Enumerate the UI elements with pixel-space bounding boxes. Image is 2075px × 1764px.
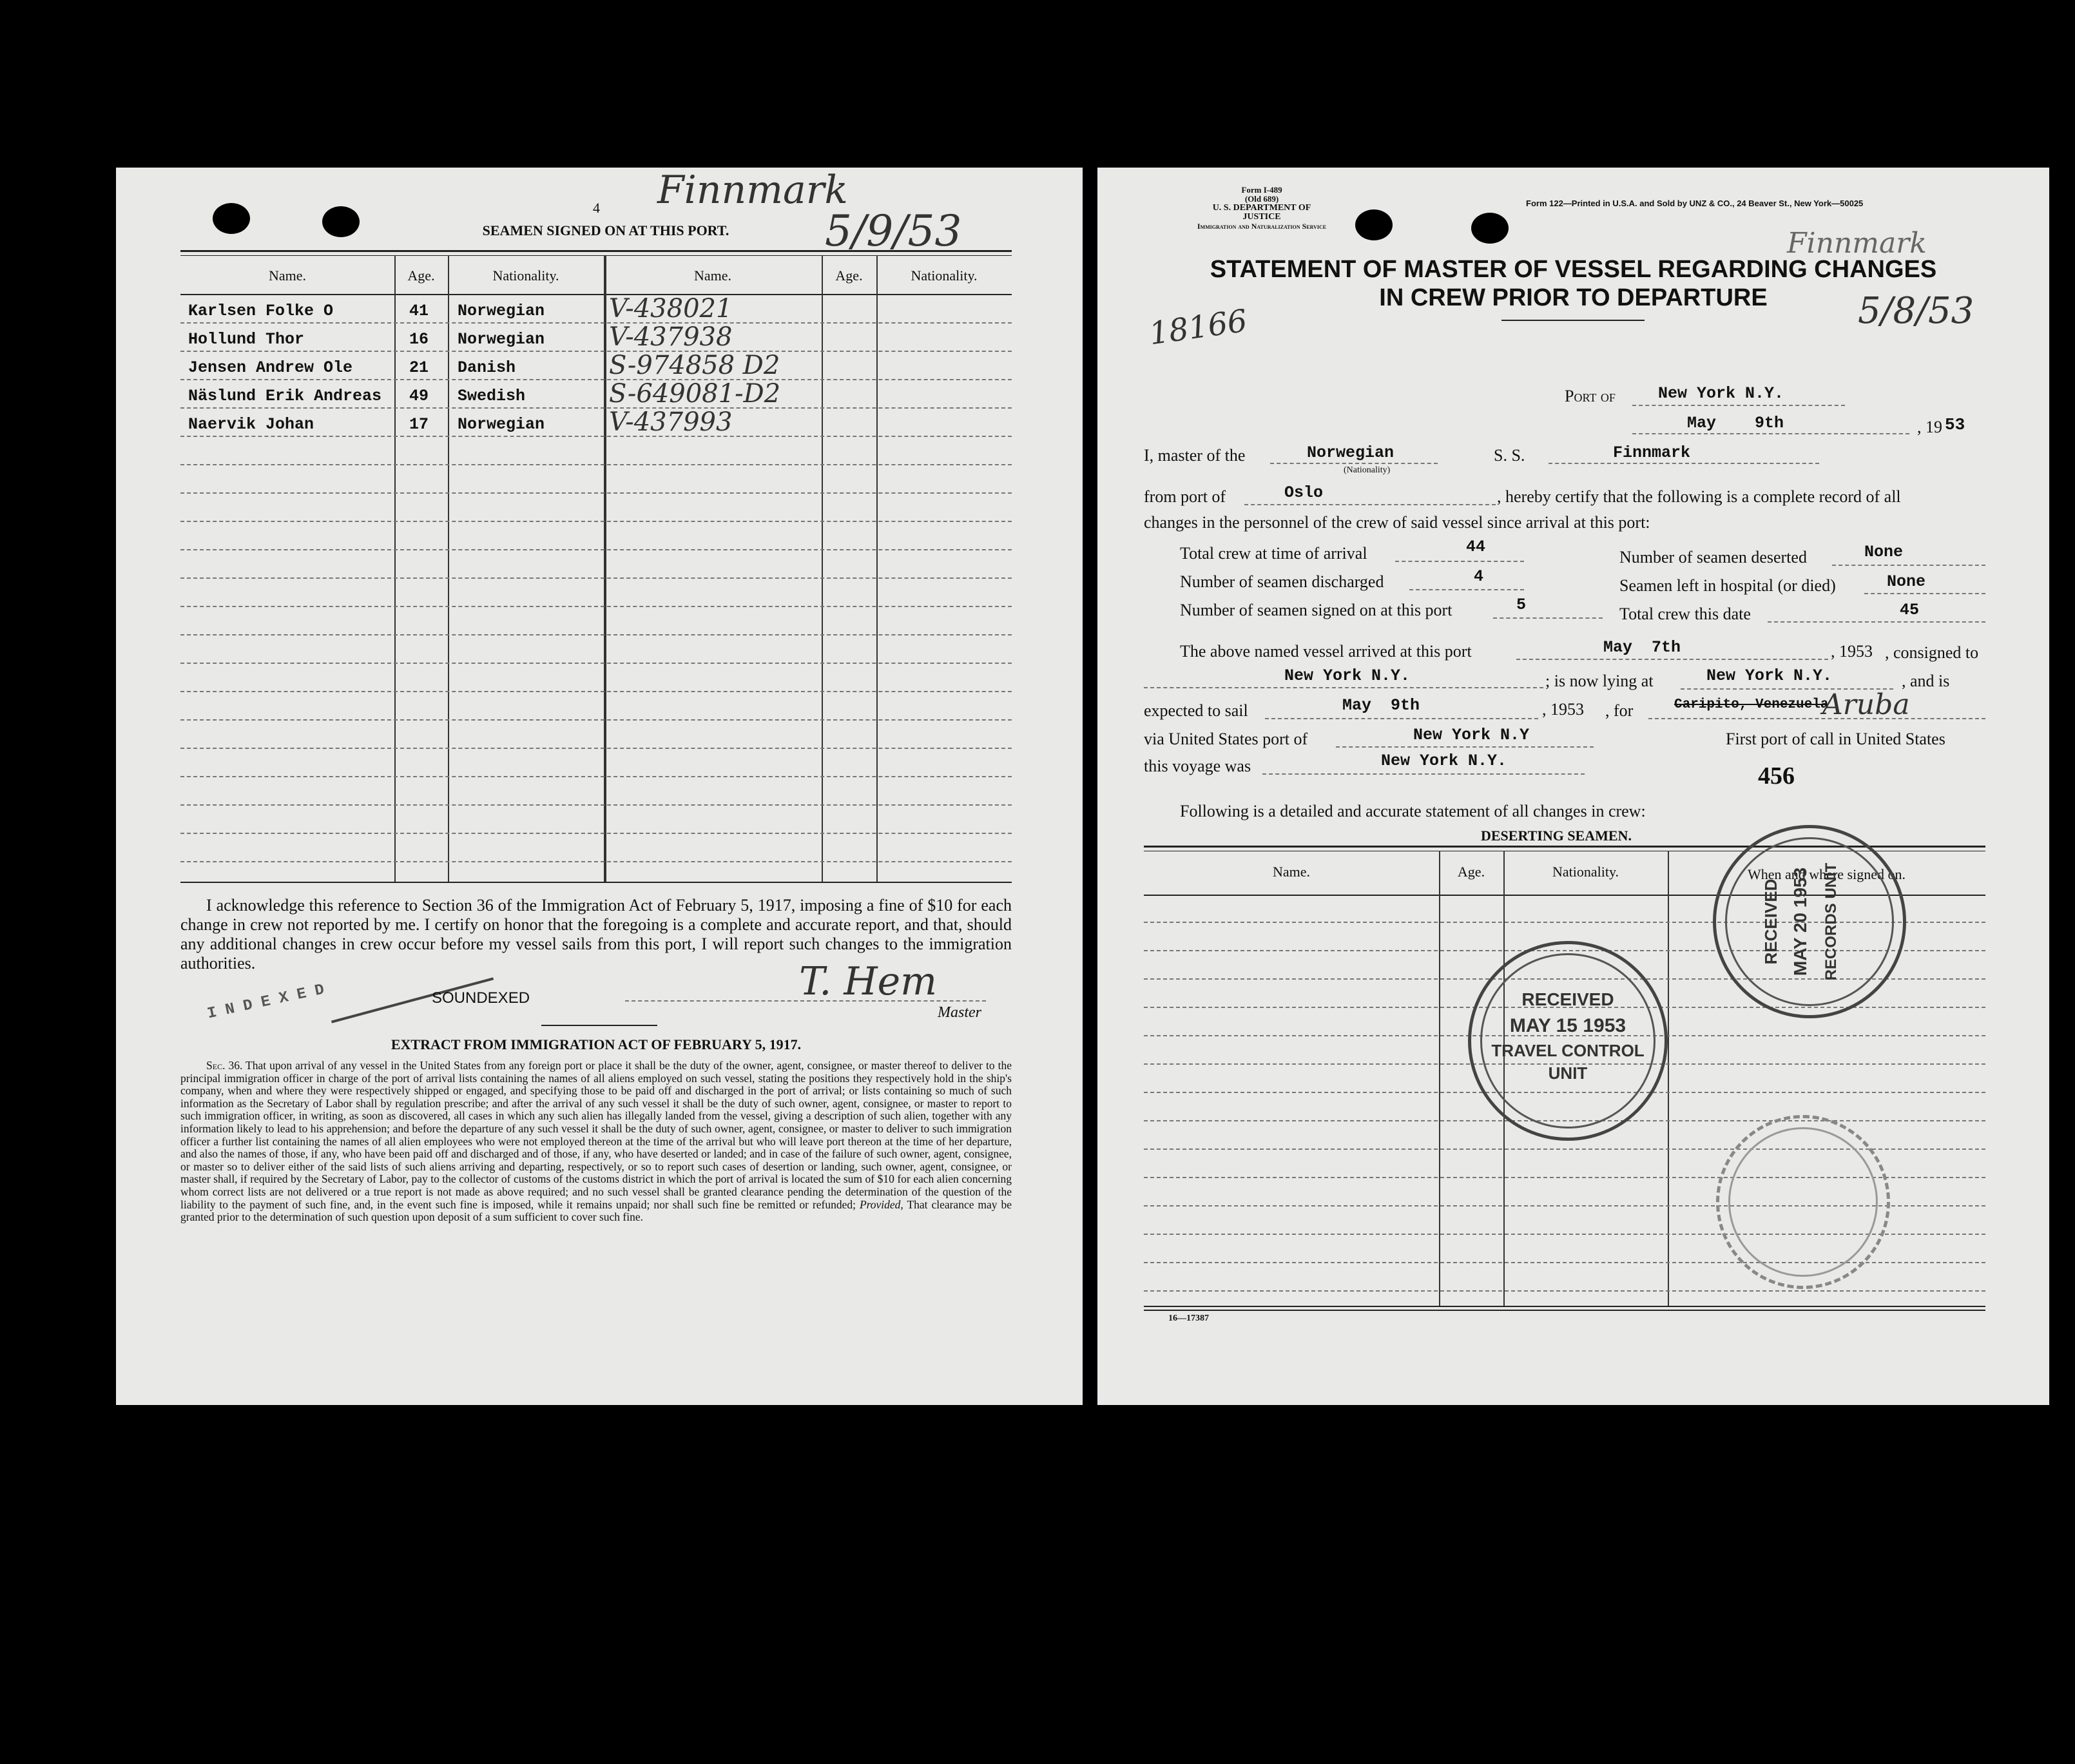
row-rule <box>180 322 1012 324</box>
via-label: via United States port of <box>1144 730 1308 748</box>
for-label: , for <box>1605 701 1634 720</box>
row-rule <box>180 379 1012 380</box>
deserted-label: Number of seamen deserted <box>1619 548 1807 567</box>
indexed-stamp: INDEXED <box>206 979 335 1023</box>
title-underline <box>1501 320 1645 321</box>
signed-on-value: 5 <box>1516 596 1527 614</box>
expected-year: , 1953 <box>1542 700 1584 719</box>
expected-value: May 9th <box>1342 696 1420 715</box>
signed-on-heading: SEAMEN SIGNED ON AT THIS PORT. <box>482 222 729 238</box>
seaman-age: 21 <box>409 358 429 377</box>
total-date-label: Total crew this date <box>1619 605 1751 623</box>
master-label: Master <box>938 1004 981 1021</box>
row-rule <box>180 833 1012 834</box>
section-36-text <box>180 1060 1012 1224</box>
row-rule <box>180 521 1012 522</box>
fill-line <box>1262 773 1585 775</box>
row-rule <box>180 464 1012 465</box>
handwritten-document-number: S-974858 D2 <box>609 351 780 380</box>
column-header-age: Age. <box>835 267 863 284</box>
row-rule <box>180 804 1012 806</box>
handwritten-ship-name: Finnmark <box>1787 227 1927 260</box>
row-rule <box>180 634 1012 635</box>
received-records-unit-stamp <box>1713 825 1906 1018</box>
signed-on-label: Number of seamen signed on at this port <box>1180 601 1452 619</box>
total-arrival-value: 44 <box>1466 538 1486 556</box>
table-bottom-rule <box>1144 1310 1985 1311</box>
lying-label: ; is now lying at <box>1545 672 1654 690</box>
service: Immigration and Naturalization Service <box>1197 222 1327 231</box>
column-header-nationality: Nationality. <box>911 267 978 284</box>
row-rule <box>180 663 1012 664</box>
handwritten-date: 5/8/53 <box>1858 290 1974 332</box>
form-footer-number: 16—17387 <box>1168 1313 1209 1323</box>
seaman-name: Karlsen Folke O <box>188 302 334 320</box>
stamp-line: MAY 20 1953 <box>1790 867 1810 976</box>
discharged-label: Number of seamen discharged <box>1180 572 1384 591</box>
form-number: Form I-489 <box>1241 185 1282 195</box>
extract-title: EXTRACT FROM IMMIGRATION ACT OF FEBRUARY 5, 1917. <box>391 1036 802 1052</box>
row-rule <box>180 691 1012 692</box>
seaman-nationality: Norwegian <box>458 415 545 434</box>
fill-line <box>1144 687 1543 688</box>
punch-hole <box>213 203 250 234</box>
fill-line <box>1395 561 1524 562</box>
fill-line <box>1549 463 1819 464</box>
right-page <box>1097 168 2049 1405</box>
row-rule <box>180 436 1012 437</box>
voyage-label: this voyage was <box>1144 757 1251 775</box>
table-top-rule <box>180 255 1012 256</box>
master-signature: T. Hem <box>799 959 938 1004</box>
seaman-name: Jensen Andrew Ole <box>188 358 353 377</box>
fill-line <box>1516 659 1828 660</box>
received-travel-control-stamp <box>1468 941 1668 1141</box>
handwritten-document-number: V-437938 <box>609 322 733 352</box>
via-value: New York N.Y <box>1413 726 1530 744</box>
acknowledgment-text: I acknowledge this reference to Section 36 of the Immigration Act of February 5, 1917, imposing a fine of $10 for each change in crew not reported by me. I certify on honor that the foregoing is a complete and accurate report, and that, should any additional changes in crew occur before my vessel sails from this port, I will report such changes to the immigration authorities. <box>180 896 1012 973</box>
title-line-2: IN CREW PRIOR TO DEPARTURE <box>1379 284 1768 311</box>
destination-handwritten: Aruba <box>1822 688 1910 721</box>
fill-line <box>1493 617 1603 619</box>
punch-hole <box>322 206 360 237</box>
row-rule <box>1144 1290 1985 1292</box>
lying-value: New York N.Y. <box>1706 666 1833 685</box>
expected-label: expected to sail <box>1144 701 1248 720</box>
faded-stamp <box>1716 1115 1890 1289</box>
following-text: Following is a detailed and accurate statement of all changes in crew: <box>1180 802 1646 820</box>
and-is-label: , and is <box>1902 672 1950 690</box>
proviso-text: That clearance may be granted prior to the determination of such question upon deposit of a sum sufficient to cover such fine. <box>180 1197 1012 1224</box>
handwritten-document-number: S-649081-D2 <box>609 379 781 409</box>
row-rule <box>180 549 1012 550</box>
page-number: 4 <box>593 200 600 216</box>
punch-hole <box>1471 213 1509 244</box>
deserted-value: None <box>1864 543 1904 561</box>
column-divider <box>1439 851 1440 1306</box>
section-label: Sec. 36. <box>206 1059 243 1072</box>
proviso-word: Provided, <box>859 1197 903 1211</box>
ship-value: Finnmark <box>1613 443 1691 462</box>
column-divider <box>1668 851 1669 1306</box>
total-arrival-label: Total crew at time of arrival <box>1180 544 1367 563</box>
handwritten-ship-name: Finnmark <box>657 168 848 213</box>
stamp-line: RECEIVED <box>1761 878 1781 965</box>
total-date-value: 45 <box>1900 601 1920 619</box>
discharged-value: 4 <box>1474 567 1484 586</box>
handwritten-date: 5/9/53 <box>825 206 962 256</box>
first-port-label: First port of call in United States <box>1726 730 1945 748</box>
column-header-name: Name. <box>268 267 307 284</box>
number-456: 456 <box>1758 762 1795 790</box>
destination-struck: Caripito, Venezuela <box>1674 697 1829 712</box>
row-rule <box>180 748 1012 749</box>
consigned-value: New York N.Y. <box>1284 666 1411 685</box>
nationality-caption: (Nationality) <box>1344 465 1391 475</box>
arrived-year: , 1953 <box>1831 642 1873 661</box>
fill-line <box>1632 433 1909 434</box>
column-divider <box>448 255 449 882</box>
column-divider <box>876 255 878 882</box>
punch-hole <box>1355 209 1393 240</box>
fill-line <box>1632 405 1845 406</box>
arrived-value: May 7th <box>1603 638 1681 657</box>
stamp-rotated-text <box>1716 828 1903 1015</box>
table-bottom-rule <box>180 882 1012 883</box>
stamp-ring <box>1728 1127 1878 1277</box>
section-body: That upon arrival of any vessel in the United States from any foreign port or place it shall be the duty of the owner, agent, consignee, or master thereof to deliver to the principal immigration officer in charge of the port of arrival lists containing the names of all aliens employed on such vessel, stating the positions they respectively hold in the ship's company, when and where they were respectively shipped or engaged, and specifying those to be paid off and discharged in the port of arrival; or lists containing so much of such information as the Secretary of Labor shall by regulation prescribe; and after the arrival of any such vessel it shall be the duty of such owner, agent, consignee, or master to report to such immigration officer, in writing, as soon as discovered, all cases in which any such alien has illegally landed from the vessel, giving a description of such alien, together with any information likely to lead to his apprehension; and before the departure of any such vessel it shall be the duty of such owner, agent, consignee, or master to deliver to such immigration officer a further list containing the names of all alien employees who were not employed thereon at the time of the arrival but who will leave port thereon at the time of her departure, and also the names of those, if any, who have been paid off and discharged and of those, if any, who have deserted or landed; and in case of the failure of such owner, agent, consignee, or master so to deliver either of the said lists of such aliens arriving and departing, respectively, or so to report such cases of desertion or landing, such owner, agent, consignee, or master shall, if required by the Secretary of Labor, pay to the collector of customs of the customs district in which the port of arrival is located the sum of $10 for each alien concerning whom correct lists are not delivered or a true report is not made as above required; and no such vessel shall be granted clearance pending the determination of the question of the liability to the payment of such fine, and, in the event such fine is imposed, while it remains unpaid; nor shall such fine be remitted or refunded; <box>180 1059 1012 1211</box>
department: U. S. DEPARTMENT OF JUSTICE <box>1212 203 1311 222</box>
fill-line <box>1648 718 1985 719</box>
certify-text: , hereby certify that the following is a complete record of all <box>1497 487 1901 506</box>
fill-line <box>1409 589 1524 590</box>
fill-line <box>1768 621 1985 623</box>
year-prefix: , 19 <box>1917 418 1942 436</box>
year-value: 53 <box>1945 415 1965 434</box>
changes-text: changes in the personnel of the crew of said vessel since arrival at this port: <box>1144 513 1650 532</box>
seaman-name: Näslund Erik Andreas <box>188 387 382 405</box>
seaman-name: Hollund Thor <box>188 330 305 349</box>
fill-line <box>1244 504 1496 505</box>
table-top-rule <box>180 250 1012 252</box>
seaman-nationality: Norwegian <box>458 302 545 320</box>
column-header-age: Age. <box>407 267 435 284</box>
table-header-rule <box>180 294 1012 295</box>
consigned-label: , consigned to <box>1885 643 1979 662</box>
column-header-age: Age. <box>1457 864 1485 880</box>
seaman-nationality: Norwegian <box>458 330 545 349</box>
handwritten-file-number: 18166 <box>1146 302 1250 353</box>
column-header-nationality: Nationality. <box>1552 864 1619 880</box>
seaman-nationality: Swedish <box>458 387 526 405</box>
column-divider <box>822 255 823 882</box>
master-of-label: I, master of the <box>1144 446 1246 465</box>
column-header-name: Name. <box>693 267 732 284</box>
table-bottom-rule <box>1144 1306 1985 1307</box>
from-port-label: from port of <box>1144 487 1226 506</box>
port-label: Port of <box>1565 387 1616 405</box>
date-value: May 9th <box>1687 414 1784 432</box>
soundexed-stamp: SOUNDEXED <box>432 989 530 1007</box>
hospital-value: None <box>1887 572 1926 591</box>
fill-line <box>1336 746 1594 748</box>
form-old-number: (Old 689) <box>1244 194 1279 204</box>
column-header-name: Name. <box>1272 864 1311 880</box>
left-page <box>116 168 1083 1405</box>
seaman-age: 49 <box>409 387 429 405</box>
seaman-nationality: Danish <box>458 358 516 377</box>
seaman-age: 17 <box>409 415 429 434</box>
seaman-age: 16 <box>409 330 429 349</box>
seaman-age: 41 <box>409 302 429 320</box>
deserting-heading: DESERTING SEAMEN. <box>1481 828 1632 844</box>
hospital-label: Seamen left in hospital (or died) <box>1619 576 1836 595</box>
row-rule <box>180 719 1012 721</box>
handwritten-document-number: V-438021 <box>609 294 733 324</box>
title-line-1: STATEMENT OF MASTER OF VESSEL REGARDING CHANGES <box>1210 256 1937 283</box>
fill-line <box>1864 593 1985 594</box>
form-header <box>1194 186 1329 231</box>
row-rule <box>180 776 1012 777</box>
from-port-value: Oslo <box>1284 483 1324 502</box>
stamp-line: RECORDS UNIT <box>1822 862 1840 981</box>
stamp-line: TRAVEL CONTROL <box>1491 1041 1645 1060</box>
row-rule <box>180 492 1012 494</box>
column-header-nationality: Nationality. <box>492 267 559 284</box>
fill-line <box>1270 463 1438 464</box>
row-rule <box>180 606 1012 607</box>
port-value: New York N.Y. <box>1658 384 1784 403</box>
fill-line <box>1265 718 1538 719</box>
stamp-line: RECEIVED <box>1521 989 1614 1009</box>
short-rule <box>541 1025 657 1026</box>
voyage-value: New York N.Y. <box>1381 751 1507 770</box>
printer-line: Form 122—Printed in U.S.A. and Sold by UNZ & CO., 24 Beaver St., New York—50025 <box>1526 199 1864 208</box>
handwritten-document-number: V-437993 <box>609 407 733 437</box>
row-rule <box>180 861 1012 862</box>
ss-label: S. S. <box>1494 446 1525 465</box>
nationality-value: Norwegian <box>1307 443 1395 462</box>
row-rule <box>180 407 1012 409</box>
fill-line <box>1832 565 1985 566</box>
row-rule <box>180 577 1012 579</box>
stamp-line: UNIT <box>1548 1063 1588 1083</box>
column-divider <box>604 255 606 882</box>
stamp-line: MAY 15 1953 <box>1509 1015 1626 1036</box>
column-header-signed-on: When and where signed on. <box>1748 866 1906 882</box>
seaman-name: Naervik Johan <box>188 415 314 434</box>
row-rule <box>180 351 1012 352</box>
column-divider <box>394 255 396 882</box>
arrived-label: The above named vessel arrived at this port <box>1180 642 1472 661</box>
